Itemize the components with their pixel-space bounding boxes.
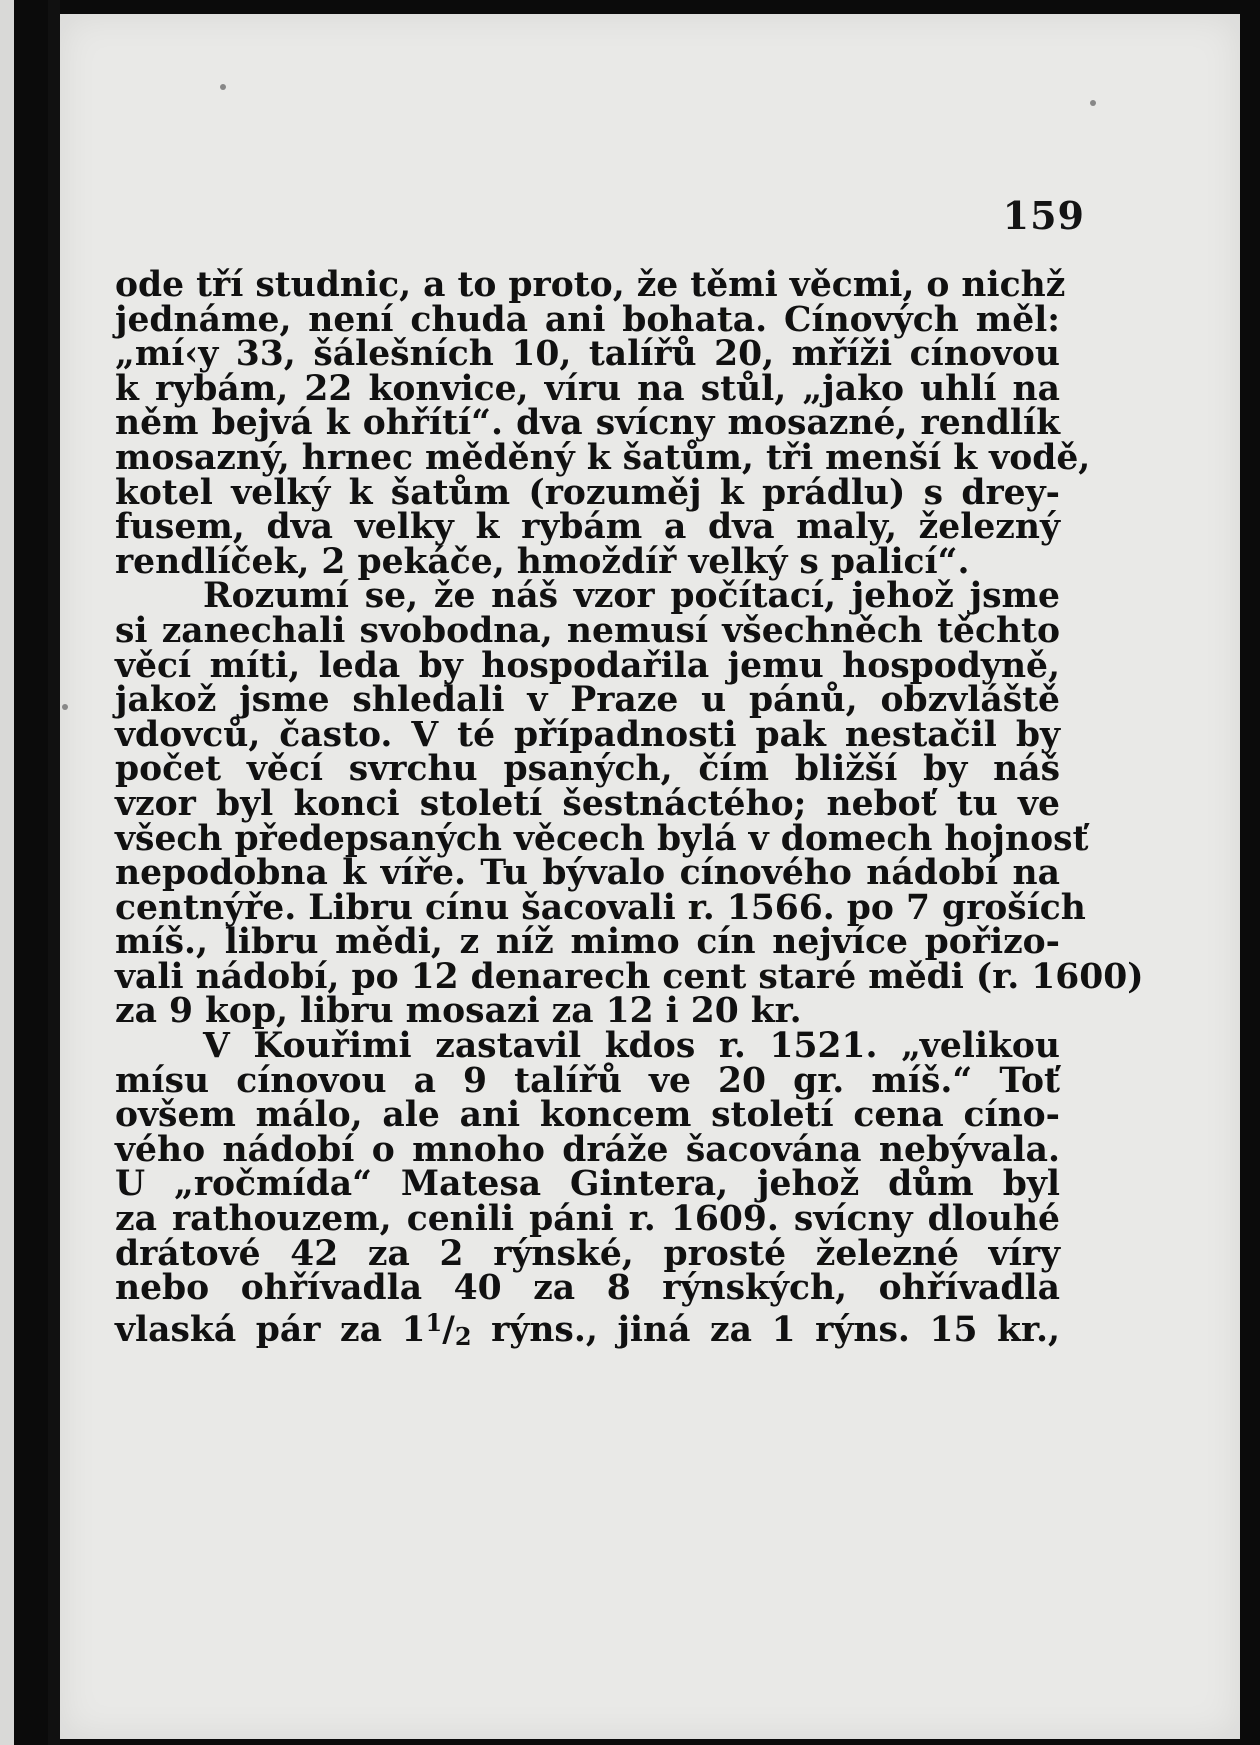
- text-segment: rýns., jiná za 1 rýns. 15 kr.,: [471, 1309, 1060, 1350]
- text-line: rendlíček, 2 pekáče, hmoždíř velký s palicí“.: [115, 541, 970, 582]
- text-line: jednáme, není chuda ani bohata. Cínových měl:: [115, 299, 1060, 340]
- text-segment: vlaská pár za 1: [115, 1309, 426, 1350]
- text-line: vého nádobí o mnoho dráže šacována nebývala.: [115, 1129, 1060, 1170]
- text-line: si zanechali svobodna, nemusí všechněch těchto: [115, 610, 1060, 651]
- fraction-denominator: 2: [454, 1321, 472, 1351]
- scan-left-edge: [0, 0, 14, 1745]
- text-line: V Kouřimi zastavil kdos r. 1521. „velikou: [203, 1026, 1060, 1067]
- text-line: nepodobna k víře. Tu bývalo cínového nádobí na: [115, 853, 1060, 894]
- text-line: míš., libru mědi, z níž mimo cín nejvíce pořizo-: [115, 922, 1060, 963]
- paper-speck: [1090, 100, 1096, 106]
- paragraph: [115, 265, 1091, 582]
- text-line: za 9 kop, libru mosazi za 12 i 20 kr.: [115, 991, 802, 1032]
- text-line: za rathouzem, cenili páni r. 1609. svícny dlouhé: [115, 1199, 1060, 1240]
- body-text: [115, 265, 1144, 1351]
- text-line: „mí‹y 33, šálešních 10, talířů 20, mříži cínovou: [115, 334, 1060, 375]
- paragraph: [115, 1026, 1060, 1351]
- text-line: všech předepsaných věcech bylá v domech hojnosť: [115, 818, 1089, 859]
- text-line: drátové 42 za 2 rýnské, prosté železné víry: [115, 1233, 1060, 1274]
- text-line: mísu cínovou a 9 talířů ve 20 gr. míš.“ Toť: [115, 1060, 1060, 1101]
- text-line: vdovců, často. V té případnosti pak nestačil by: [115, 714, 1060, 755]
- text-line: k rybám, 22 konvice, víru na stůl, „jako uhlí na: [115, 368, 1060, 409]
- paper-speck: [62, 704, 68, 710]
- fraction-slash: /: [442, 1309, 455, 1350]
- text-line: počet věcí svrchu psaných, čím bližší by náš: [115, 749, 1060, 790]
- page-number: 159: [1002, 193, 1085, 238]
- text-line: vali nádobí, po 12 denarech cent staré mědi (r. 1600): [115, 956, 1144, 997]
- text-line: jakož jsme shledali v Praze u pánů, obzvláště: [115, 680, 1060, 721]
- text-line: kotel velký k šatům (rozuměj k prádlu) s drey-: [115, 472, 1060, 513]
- paper-speck: [220, 84, 226, 90]
- fraction-numerator: 1: [425, 1307, 443, 1337]
- text-line: něm bejvá k ohřítí“. dva svícny mosazné, rendlík: [115, 403, 1060, 444]
- text-line: ode tří studnic, a to proto, že těmi věcmi, o nichž: [115, 265, 1066, 305]
- text-line-final: [115, 1306, 1060, 1351]
- paragraph: [115, 576, 1144, 1032]
- text-line: U „ročmída“ Matesa Gintera, jehož dům byl: [115, 1164, 1060, 1205]
- text-line: ovšem málo, ale ani koncem století cena cíno-: [115, 1095, 1060, 1136]
- scan-gutter-shadow: [48, 0, 60, 1745]
- text-line: vzor byl konci století šestnáctého; neboť tu ve: [115, 783, 1060, 824]
- text-line: mosazný, hrnec měděný k šatům, tři menší k vodě,: [115, 437, 1091, 478]
- text-line: nebo ohřívadla 40 za 8 rýnských, ohřívadla: [115, 1268, 1060, 1309]
- text-line: fusem, dva velky k rybám a dva maly, železný: [115, 507, 1060, 548]
- text-line: centnýře. Libru cínu šacovali r. 1566. po 7 groších: [115, 887, 1086, 928]
- text-line: věcí míti, leda by hospodařila jemu hospodyně,: [115, 645, 1060, 686]
- text-line: Rozumí se, že náš vzor počítací, jehož jsme: [203, 576, 1060, 617]
